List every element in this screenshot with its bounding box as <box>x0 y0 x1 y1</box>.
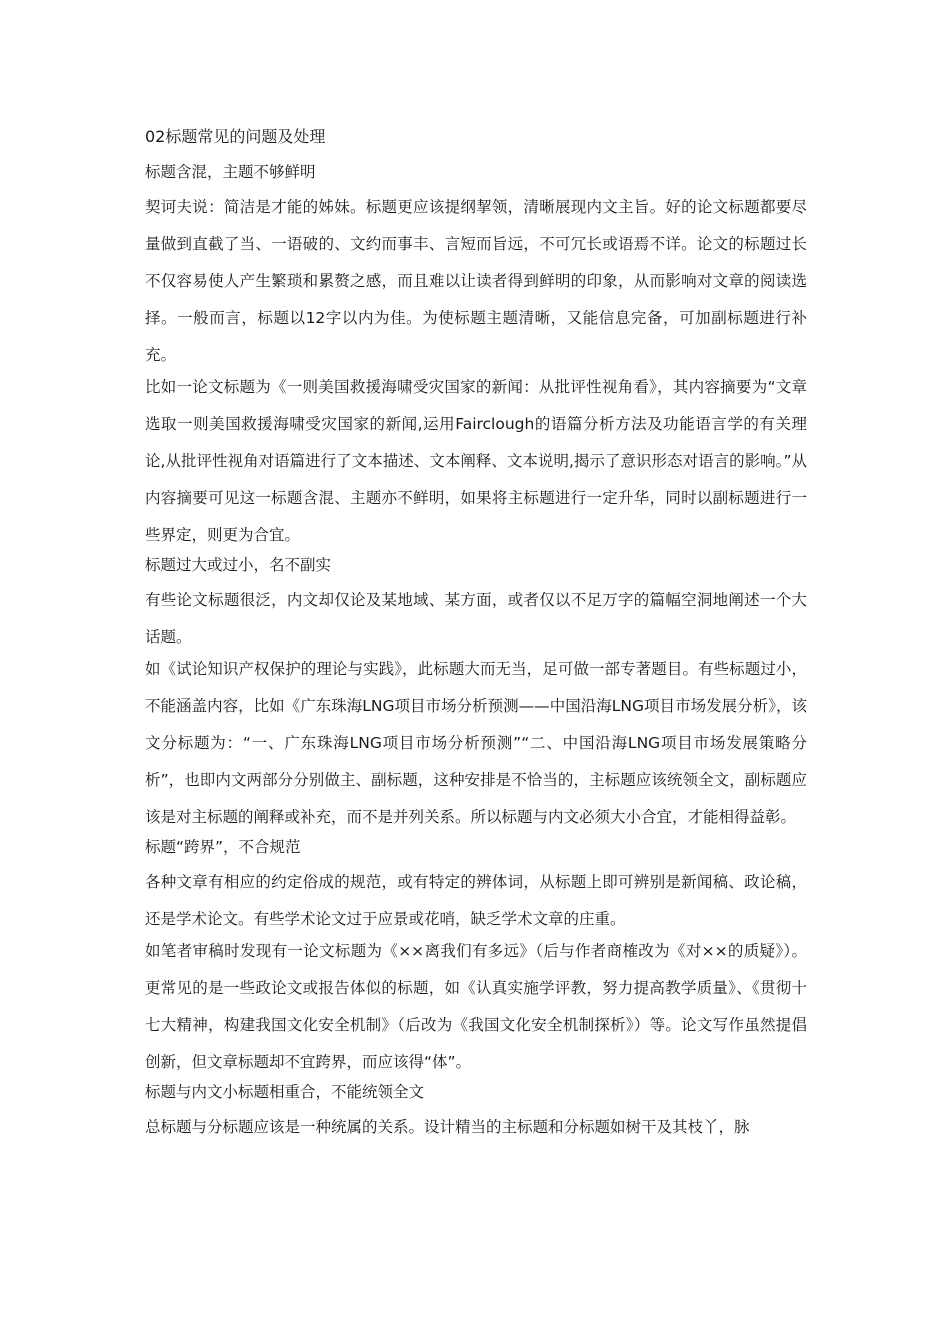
section-heading-4: 标题与内文小标题相重合，不能统领全文 <box>145 1083 425 1101</box>
section-heading-2: 标题过大或过小，名不副实 <box>145 556 332 574</box>
section-heading-3: 标题“跨界”，不合规范 <box>145 838 301 856</box>
section-1-paragraph-1: 契诃夫说：简洁是才能的姊妹。标题更应该提纲挈领，清晰展现内文主旨。好的论文标题都要尽量做到直截了当、一语破的、文约而事丰、言短而旨远，不可冗长或语焉不详。论文的标题过长不仅容易使人产生繁琐和累赘之感，而且难以让读者得到鲜明的印象，从而影响对文章的阅读选择。一般而言，标题以12字以内为佳。为使标题主题清晰，又能信息完备，可加副标题进行补充。 <box>145 198 807 364</box>
section-4-paragraph-1: 总标题与分标题应该是一种统属的关系。设计精当的主标题和分标题如树干及其枝丫，脉 <box>145 1118 750 1136</box>
document-title: 02标题常见的问题及处理 <box>145 127 326 146</box>
document-body <box>145 125 807 1147</box>
section-1-paragraph-2: 比如一论文标题为《一则美国救援海啸受灾国家的新闻：从批评性视角看》，其内容摘要为“文章选取一则美国救援海啸受灾国家的新闻,运用Fairclough的语篇分析方法及功能语言学的有关理论,从批评性视角对语篇进行了文本描述、文本阐释、文本说明,揭示了意识形态对语言的影响。”从内容摘要可见这一标题含混、主题亦不鲜明，如果将主标题进行一定升华，同时以副标题进行一些界定，则更为合宜。 <box>145 378 807 544</box>
section-2-paragraph-1: 有些论文标题很泛，内文却仅论及某地域、某方面，或者仅以不足万字的篇幅空洞地阐述一个大话题。 <box>145 591 807 646</box>
section-heading-1: 标题含混，主题不够鲜明 <box>145 163 316 181</box>
section-2-paragraph-2: 如《试论知识产权保护的理论与实践》，此标题大而无当，足可做一部专著题目。有些标题过小，不能涵盖内容，比如《广东珠海LNG项目市场分析预测——中国沿海LNG项目市场发展分析》，该文分标题为：“一、广东珠海LNG项目市场分析预测”“二、中国沿海LNG项目市场发展策略分析”，也即内文两部分分别做主、副标题，这种安排是不恰当的，主标题应该统领全文，副标题应该是对主标题的阐释或补充，而不是并列关系。所以标题与内文必须大小合宜，才能相得益彰。 <box>145 660 807 826</box>
section-3-paragraph-1: 各种文章有相应的约定俗成的规范，或有特定的辨体词，从标题上即可辨别是新闻稿、政论稿，还是学术论文。有些学术论文过于应景或花哨，缺乏学术文章的庄重。 <box>145 873 807 928</box>
section-3-paragraph-2: 如笔者审稿时发现有一论文标题为《××离我们有多远》（后与作者商榷改为《对××的质疑》）。更常见的是一些政论文或报告体似的标题，如《认真实施学评教，努力提高教学质量》、《贯彻十七大精神，构建我国文化安全机制》（后改为《我国文化安全机制探析》）等。论文写作虽然提倡创新，但文章标题却不宜跨界，而应该得“体”。 <box>145 942 807 1071</box>
